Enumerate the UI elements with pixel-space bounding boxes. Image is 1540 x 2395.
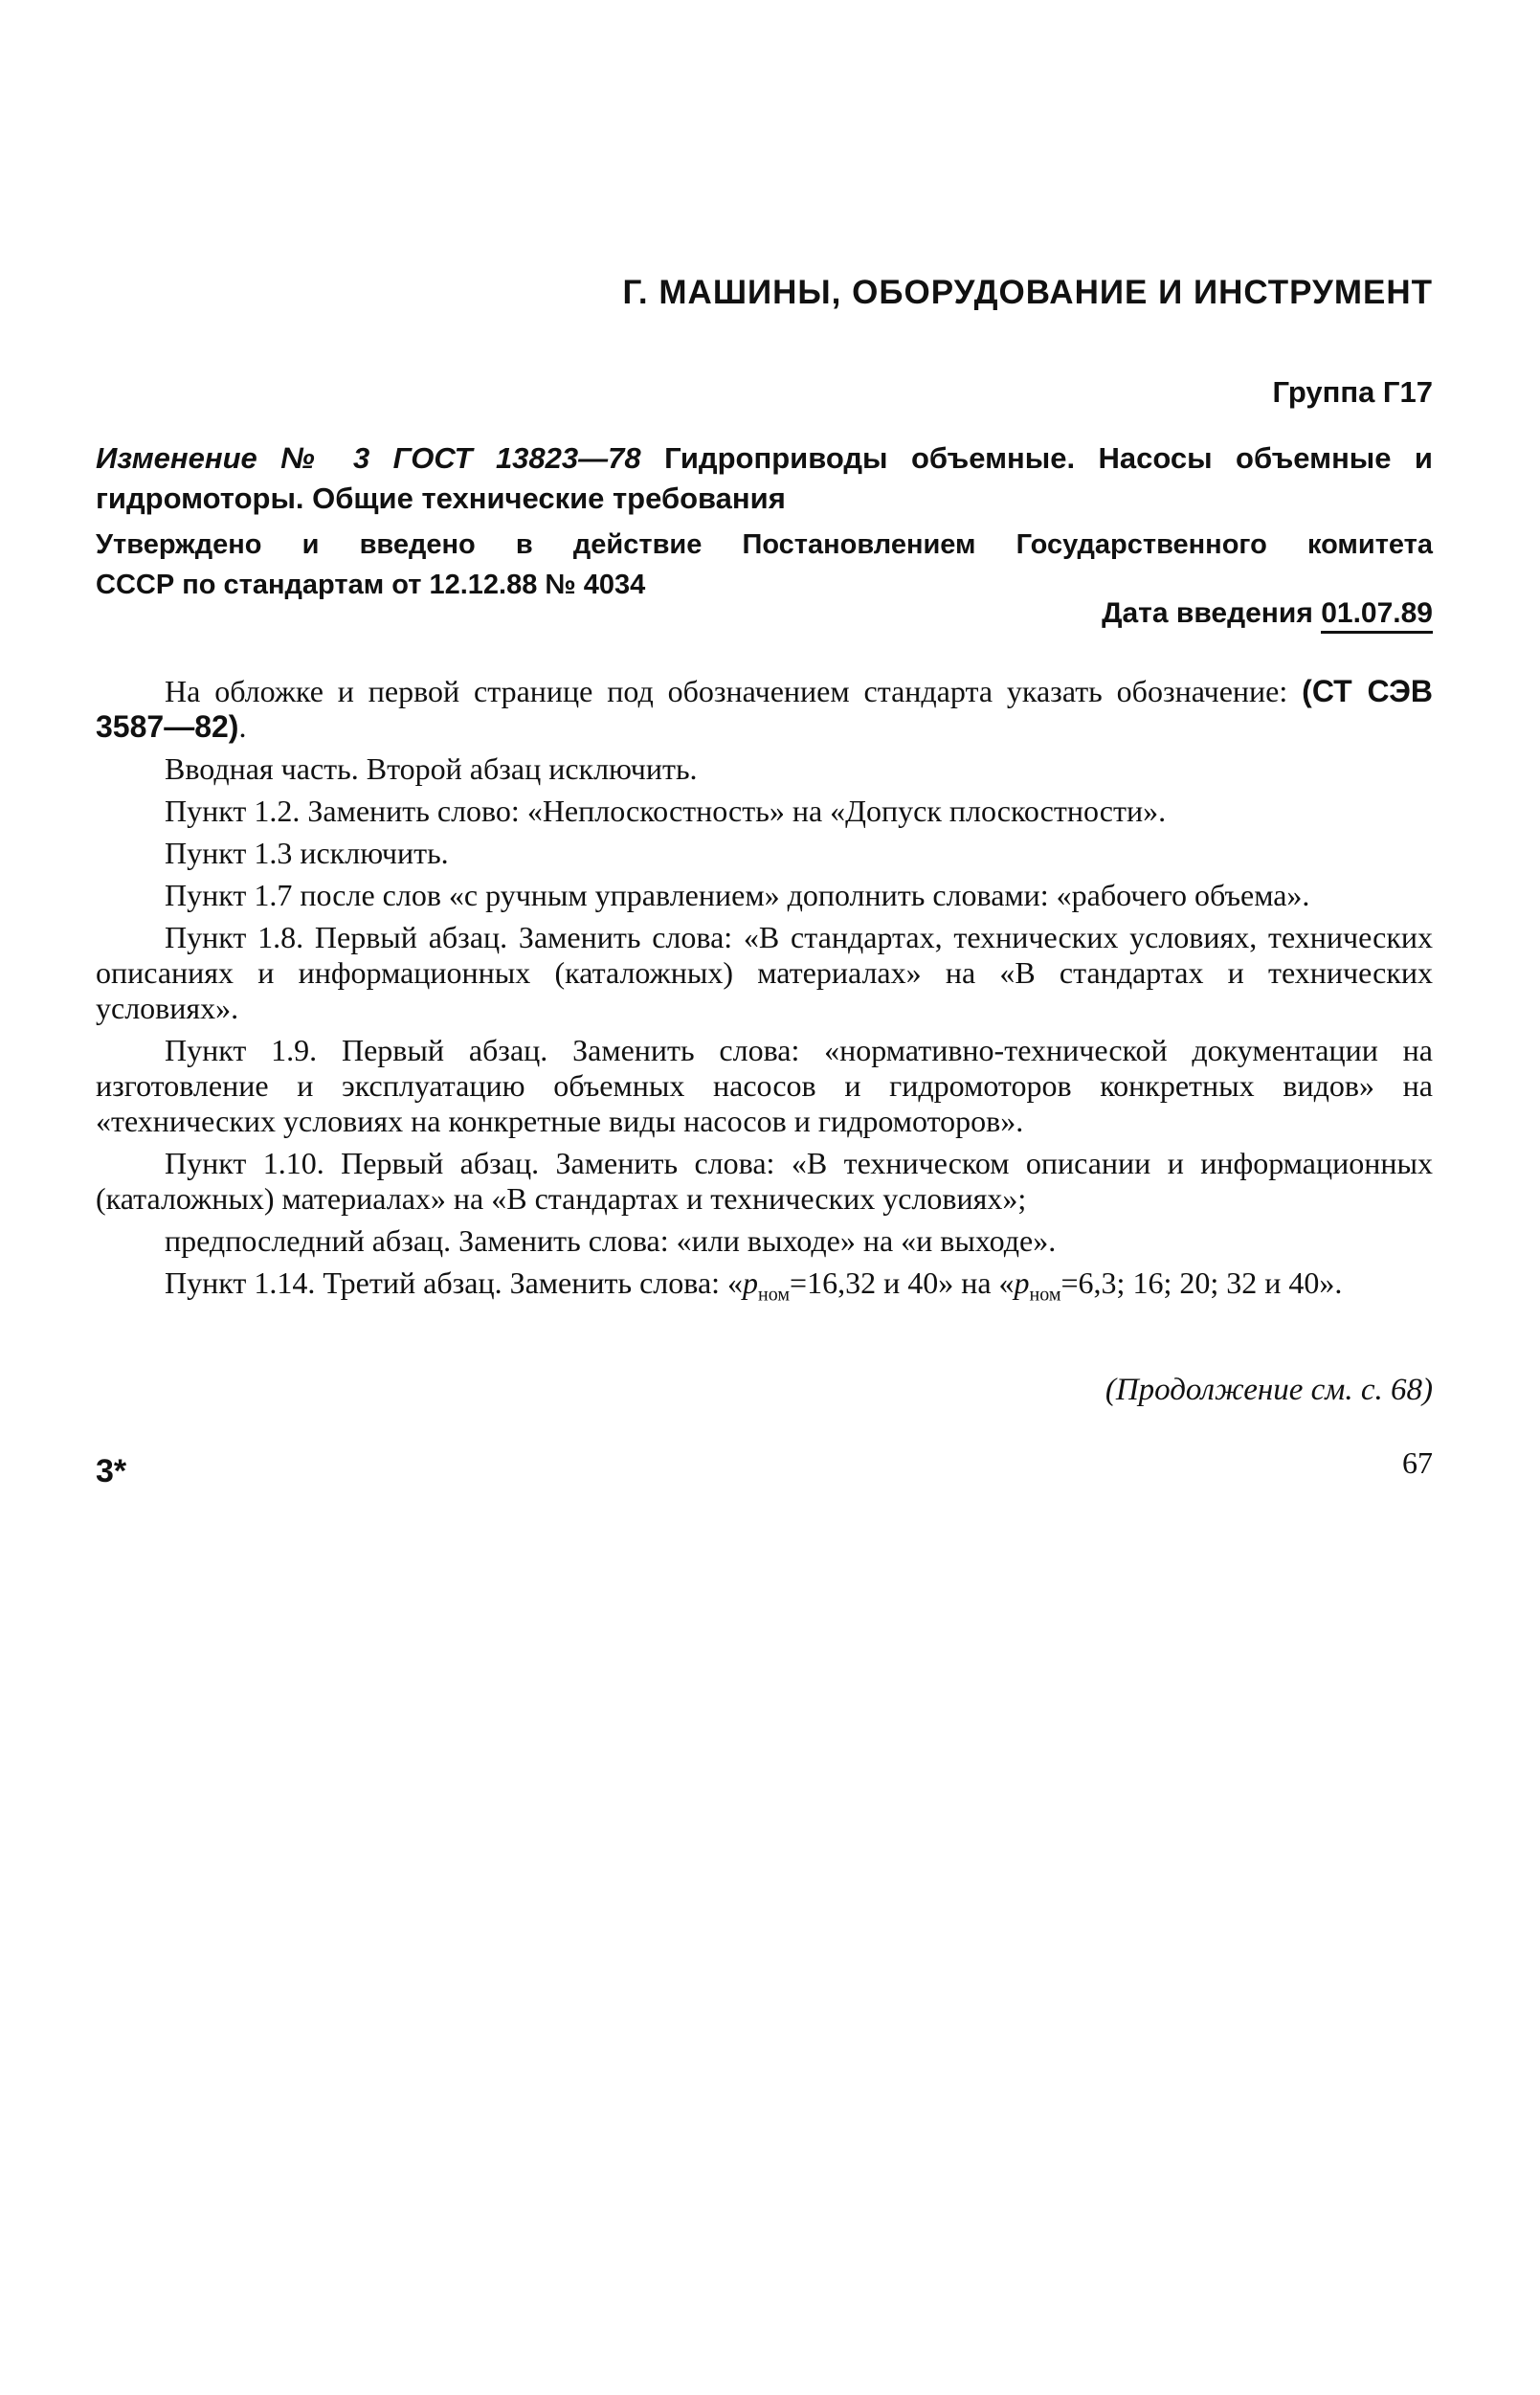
pressure-subscript-2: ном (1029, 1284, 1061, 1306)
paragraph-10-mid: =16,32 и 40» на « (790, 1265, 1015, 1300)
sheet-mark: 3* (96, 1453, 127, 1489)
paragraph-1-text: На обложке и первой странице под обозначением стандарта указать обозначение: (165, 674, 1303, 708)
standard-number: ГОСТ 13823—78 (392, 441, 641, 475)
effective-date (1102, 597, 1433, 630)
pressure-symbol-2: p (1014, 1265, 1030, 1300)
continuation-note: (Продолжение см. с. 68) (1105, 1373, 1433, 1407)
approval-line-1: Утверждено и введено в действие Постановлением Государственного комитета (96, 529, 1433, 560)
standard-title: Гидроприводы объемные. Насосы объемные и гидромоторы. Общие технические требования (96, 441, 1433, 515)
paragraph-5: Пункт 1.7 после слов «с ручным управлением» дополнить словами: «рабочего объема». (165, 878, 1310, 912)
paragraph-3: Пункт 1.2. Заменить слово: «Неплоскостность» на «Допуск плоскостности». (165, 794, 1167, 828)
approval-line-2: СССР по стандартам от 12.12.88 № 4034 (96, 570, 646, 600)
paragraph-6: Пункт 1.8. Первый абзац. Заменить слова: «В стандартах, технических условиях, технических описаниях и информационных (каталожных) материалах» на «В стандартах и технических условиях». (96, 920, 1433, 1025)
paragraph-10-text: Пункт 1.14. Третий абзац. Заменить слова: « (165, 1265, 744, 1300)
paragraph-4: Пункт 1.3 исключить. (165, 836, 449, 870)
approval-statement (96, 525, 1433, 605)
paragraph-7: Пункт 1.9. Первый абзац. Заменить слова: «нормативно-технической документации на изготовление и эксплуатацию объемных насосов и гидромоторов конкретных видов» на «технических условиях на конкретные виды насосов и гидромоторов». (96, 1033, 1433, 1138)
effective-date-label: Дата введения (1102, 597, 1313, 629)
paragraph-8: Пункт 1.10. Первый абзац. Заменить слова: «В техническом описании и информационных (каталожных) материалах» на «В стандартах и технических условиях»; (96, 1146, 1433, 1216)
paragraph-10 (96, 1265, 1433, 1312)
change-number: Изменение № 3 (96, 441, 370, 475)
change-body (96, 674, 1433, 1312)
group-label: Группа Г17 (1272, 375, 1433, 409)
paragraph-1 (96, 674, 1433, 745)
paragraph-1-end: . (238, 709, 247, 744)
change-title (96, 438, 1433, 519)
paragraph-9: предпоследний абзац. Заменить слова: «или выходе» на «и выходе». (165, 1223, 1057, 1258)
paragraph-10-end: =6,3; 16; 20; 32 и 40». (1060, 1265, 1343, 1300)
effective-date-value: 01.07.89 (1321, 597, 1433, 634)
section-heading: Г. МАШИНЫ, ОБОРУДОВАНИЕ И ИНСТРУМЕНТ (622, 274, 1433, 311)
paragraph-2: Вводная часть. Второй абзац исключить. (165, 751, 698, 786)
pressure-subscript: ном (758, 1284, 791, 1306)
pressure-symbol: p (743, 1265, 759, 1300)
page-number: 67 (1402, 1445, 1433, 1480)
paragraph-1-designation: (СТ СЭВ 3587—82) (96, 674, 1434, 744)
